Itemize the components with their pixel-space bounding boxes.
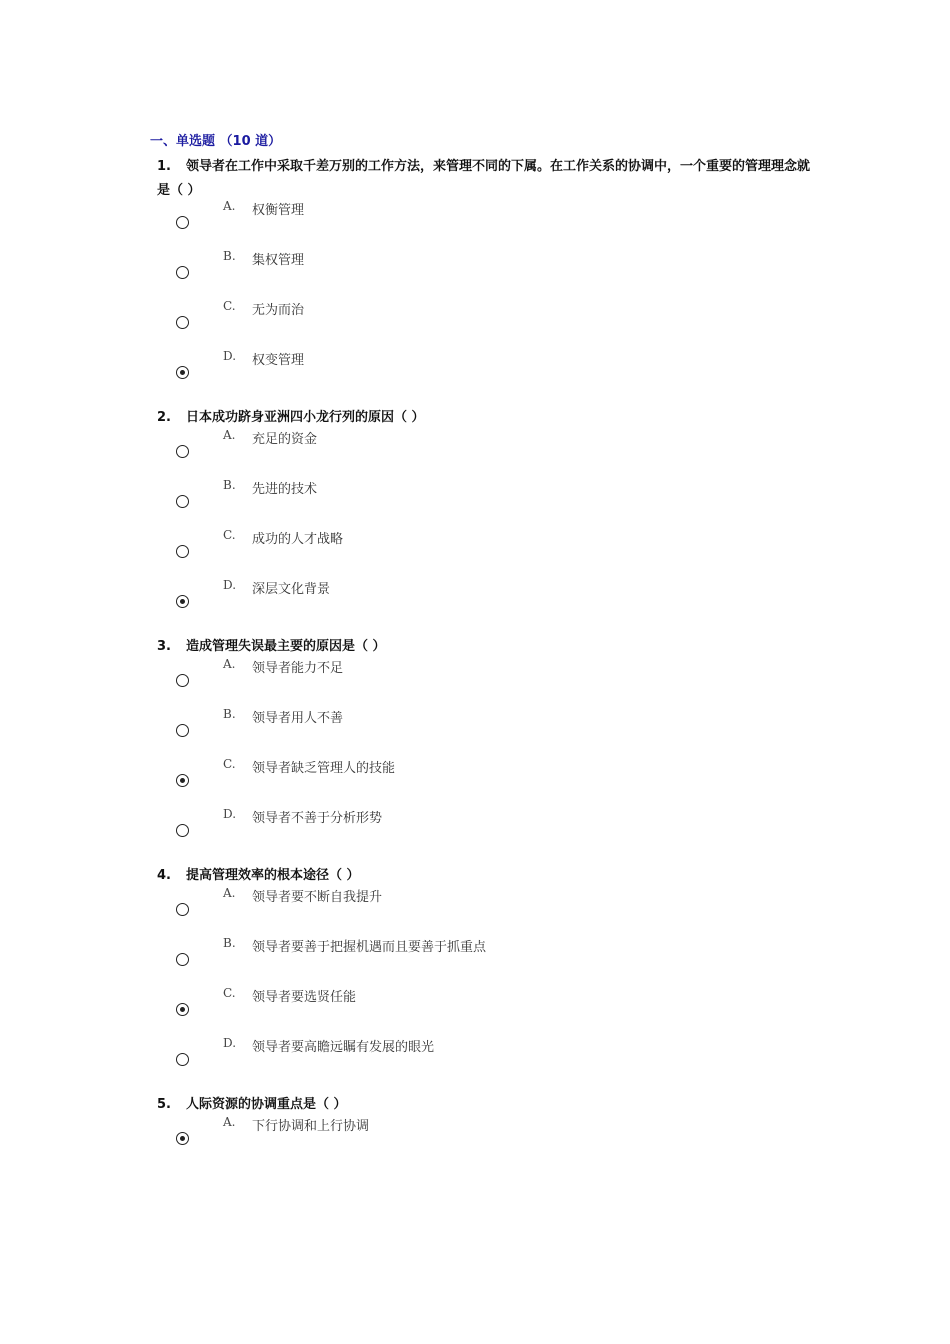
option-d[interactable] — [157, 578, 817, 628]
option-letter: C. — [223, 299, 236, 313]
option-text: 下行协调和上行协调 — [252, 1119, 370, 1134]
option-a[interactable] — [157, 428, 817, 478]
option-text: 领导者能力不足 — [252, 661, 344, 676]
option-text: 先进的技术 — [252, 482, 318, 497]
radio-button[interactable] — [176, 953, 189, 966]
option-text: 成功的人才战略 — [252, 532, 344, 547]
radio-button[interactable] — [176, 674, 189, 687]
option-b[interactable] — [157, 478, 817, 528]
question-stem: 提高管理效率的根本途径（ ） — [186, 868, 360, 883]
option-letter: A. — [223, 886, 236, 900]
option-text: 领导者要选贤任能 — [252, 990, 357, 1005]
question-text — [157, 635, 817, 659]
option-letter: B. — [223, 478, 236, 492]
option-text: 领导者要高瞻远瞩有发展的眼光 — [252, 1040, 435, 1055]
radio-button[interactable] — [176, 1053, 189, 1066]
option-b[interactable] — [157, 936, 817, 986]
radio-button[interactable] — [176, 1003, 189, 1016]
option-text: 领导者要不断自我提升 — [252, 890, 383, 905]
option-a[interactable] — [157, 886, 817, 936]
option-letter: B. — [223, 249, 236, 263]
option-letter: C. — [223, 986, 236, 1000]
option-b[interactable] — [157, 249, 817, 299]
radio-button[interactable] — [176, 724, 189, 737]
option-letter: A. — [223, 199, 236, 213]
option-text: 领导者不善于分析形势 — [252, 811, 383, 826]
radio-button[interactable] — [176, 495, 189, 508]
question-stem: 人际资源的协调重点是（ ） — [186, 1097, 347, 1112]
option-c[interactable] — [157, 528, 817, 578]
option-text: 充足的资金 — [252, 432, 318, 447]
question-text — [157, 1093, 817, 1117]
question-number: 5. — [157, 1097, 171, 1112]
radio-button[interactable] — [176, 774, 189, 787]
radio-button[interactable] — [176, 366, 189, 379]
question-number: 4. — [157, 868, 171, 883]
option-text: 无为而治 — [252, 303, 305, 318]
option-b[interactable] — [157, 707, 817, 757]
option-letter: D. — [223, 578, 237, 592]
option-text: 深层文化背景 — [252, 582, 331, 597]
option-d[interactable] — [157, 349, 817, 399]
option-text: 权衡管理 — [252, 203, 305, 218]
question-2 — [157, 406, 817, 628]
option-text: 领导者要善于把握机遇而且要善于抓重点 — [252, 940, 487, 955]
option-letter: B. — [223, 707, 236, 721]
option-text: 集权管理 — [252, 253, 305, 268]
option-a[interactable] — [157, 199, 817, 249]
question-5 — [157, 1093, 817, 1165]
radio-button[interactable] — [176, 595, 189, 608]
option-text: 权变管理 — [252, 353, 305, 368]
radio-button[interactable] — [176, 316, 189, 329]
radio-button[interactable] — [176, 903, 189, 916]
question-stem: 日本成功跻身亚洲四小龙行列的原因（ ） — [186, 410, 425, 425]
question-1 — [157, 155, 817, 399]
question-text — [157, 864, 817, 888]
section-title: 一、单选题 （10 道） — [150, 134, 282, 149]
option-c[interactable] — [157, 986, 817, 1036]
question-number: 1. — [157, 159, 171, 174]
question-stem: 领导者在工作中采取千差万别的工作方法，来管理不同的下属。在工作关系的协调中，一个重要的管理理念就是（ ） — [157, 159, 811, 198]
question-4 — [157, 864, 817, 1086]
option-letter: C. — [223, 757, 236, 771]
option-a[interactable] — [157, 657, 817, 707]
option-letter: B. — [223, 936, 236, 950]
radio-button[interactable] — [176, 216, 189, 229]
radio-button[interactable] — [176, 1132, 189, 1145]
option-letter: D. — [223, 1036, 237, 1050]
radio-button[interactable] — [176, 824, 189, 837]
question-number: 2. — [157, 410, 171, 425]
option-letter: C. — [223, 528, 236, 542]
option-letter: D. — [223, 807, 237, 821]
option-letter: A. — [223, 657, 236, 671]
option-c[interactable] — [157, 757, 817, 807]
option-letter: A. — [223, 1115, 236, 1129]
question-text — [157, 155, 817, 203]
question-number: 3. — [157, 639, 171, 654]
question-3 — [157, 635, 817, 857]
option-text: 领导者用人不善 — [252, 711, 344, 726]
option-a[interactable] — [157, 1115, 817, 1165]
question-stem: 造成管理失误最主要的原因是（ ） — [186, 639, 386, 654]
radio-button[interactable] — [176, 545, 189, 558]
option-d[interactable] — [157, 1036, 817, 1086]
option-letter: A. — [223, 428, 236, 442]
option-c[interactable] — [157, 299, 817, 349]
radio-button[interactable] — [176, 266, 189, 279]
radio-button[interactable] — [176, 445, 189, 458]
option-d[interactable] — [157, 807, 817, 857]
option-text: 领导者缺乏管理人的技能 — [252, 761, 396, 776]
option-letter: D. — [223, 349, 237, 363]
question-text — [157, 406, 817, 430]
